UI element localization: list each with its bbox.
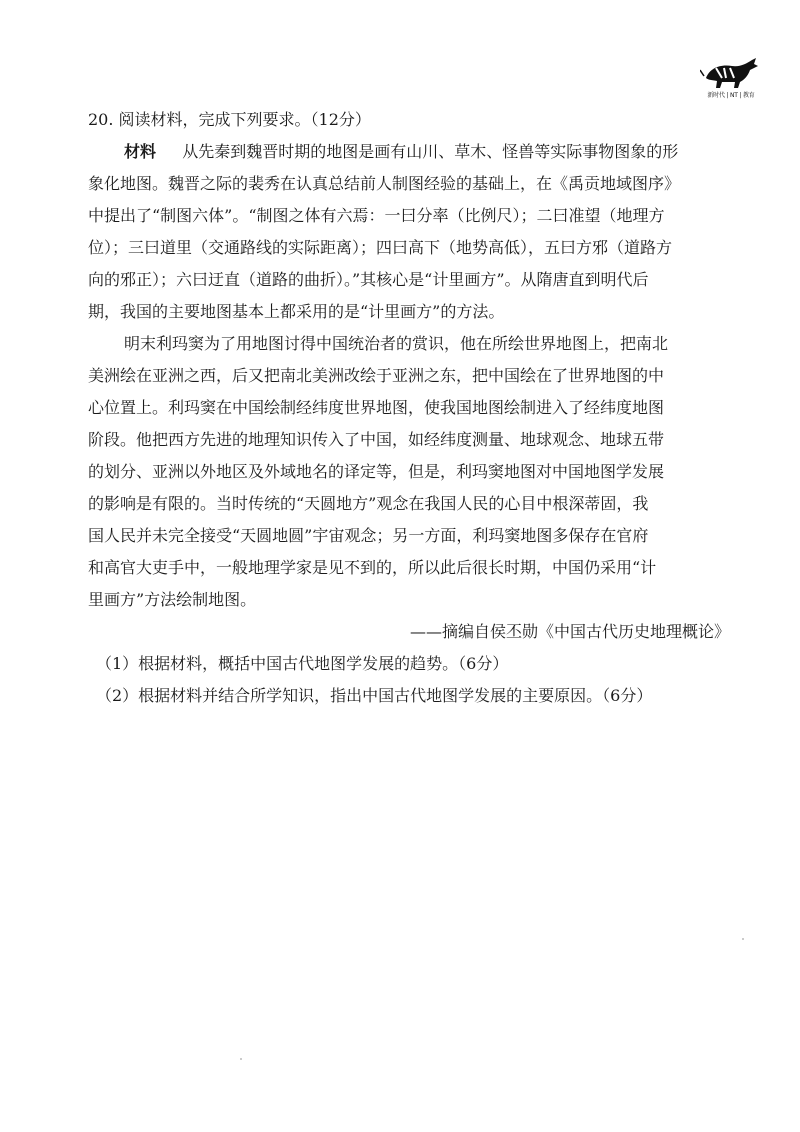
- scan-speck: [742, 938, 744, 940]
- material-line: 心位置上。利玛窦在中国绘制经纬度世界地图，使我国地图绘制进入了经纬度地图: [88, 398, 665, 417]
- material-line: 和高官大吏手中，一般地理学家是见不到的，所以此后很长时期，中国仍采用“计: [88, 558, 657, 577]
- material-line: 中提出了“制图六体”。“制图之体有六焉：一曰分率（比例尺）；二曰准望（地理方: [88, 206, 665, 225]
- scan-speck: [240, 1058, 242, 1060]
- material-line: 国人民并未完全接受“天圆地圆”宇宙观念；另一方面，利玛窦地图多保存在官府: [88, 526, 649, 545]
- material-line: 象化地图。魏晋之际的裴秀在认真总结前人制图经验的基础上，在《禹贡地域图序》: [88, 174, 681, 193]
- question-heading: 20. 阅读材料，完成下列要求。（12分）: [88, 110, 371, 129]
- material-line: 里画方”方法绘制地图。: [88, 590, 257, 609]
- material-line: 阶段。他把西方先进的地理知识传入了中国，如经纬度测量、地球观念、地球五带: [88, 430, 665, 449]
- material-line: 美洲绘在亚洲之西，后又把南北美洲改绘于亚洲之东，把中国绘在了世界地图的中: [88, 366, 665, 385]
- logo-caption: 新时代 | NT | 教育: [707, 92, 755, 99]
- material-line: 从先秦到魏晋时期的地图是画有山川、草木、怪兽等实际事物图象的形: [182, 142, 679, 161]
- material-line: 的划分、亚洲以外地区及外域地名的译定等，但是，利玛窦地图对中国地图学发展: [88, 462, 665, 481]
- material-line: 的影响是有限的。当时传统的“天圆地方”观念在我国人民的心目中根深蒂固，我: [88, 494, 649, 513]
- bull-logo-icon: [700, 56, 762, 90]
- publisher-logo: [700, 56, 762, 100]
- material-line: 期，我国的主要地图基本上都采用的是“计里画方”的方法。: [88, 302, 505, 321]
- material-line: 向的邪正）；六曰迂直（道路的曲折）。”其核心是“计里画方”。从隋唐直到明代后: [88, 270, 649, 289]
- sub-question-1: （1）根据材料，概括中国古代地图学发展的趋势。（6分）: [96, 654, 509, 673]
- material-line: 位）；三曰道里（交通路线的实际距离）；四曰高下（地势高低），五曰方邪（道路方: [88, 238, 673, 257]
- sub-question-2: （2）根据材料并结合所学知识，指出中国古代地图学发展的主要原因。（6分）: [96, 686, 653, 705]
- source-citation: ——摘编自侯丕勋《中国古代历史地理概论》: [409, 622, 730, 641]
- material-line: 明末利玛窦为了用地图讨得中国统治者的赏识，他在所绘世界地图上，把南北: [124, 334, 669, 353]
- material-first-line: [124, 142, 678, 162]
- material-label: 材料: [124, 142, 157, 161]
